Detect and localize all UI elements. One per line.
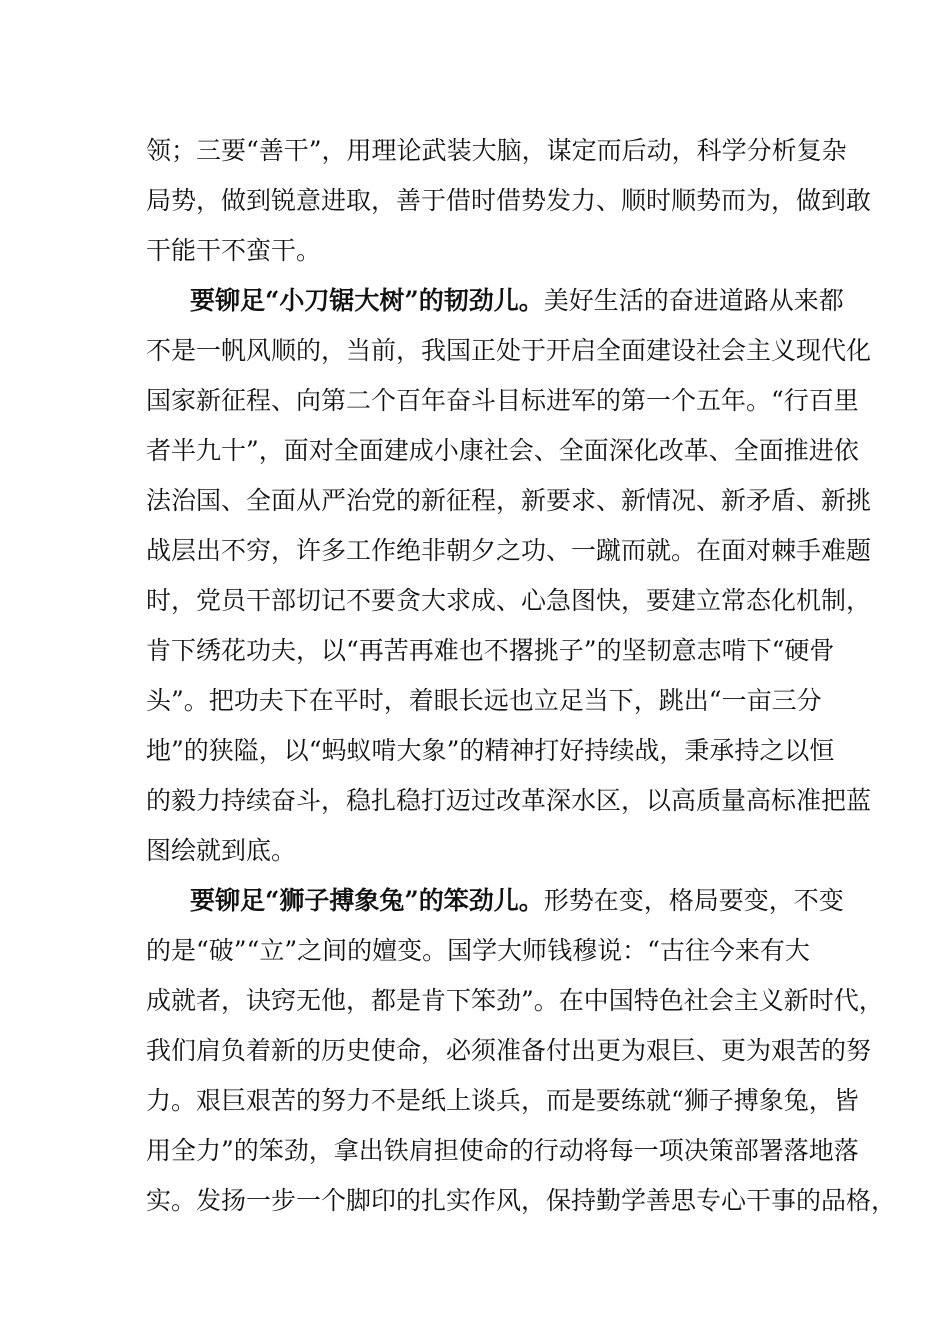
body-text-line: 国家新征程、向第二个百年奋斗目标进军的第一个五年。“行百里 xyxy=(146,386,859,415)
body-text-line: 成就者，诀窍无他，都是肯下笨劲”。在中国特色社会主义新时代， xyxy=(146,986,884,1015)
body-text-line: 不是一帆风顺的，当前，我国正处于开启全面建设社会主义现代化 xyxy=(146,336,872,365)
body-text-line: 我们肩负着新的历史使命，必须准备付出更为艰巨、更为艰苦的努 xyxy=(146,1036,872,1065)
body-text-line: 力。艰巨艰苦的努力不是纸上谈兵，而是要练就“狮子搏象兔，皆 xyxy=(146,1086,859,1115)
body-text-line: 美好生活的奋进道路从来都 xyxy=(543,286,844,315)
body-text-line: 地”的狭隘，以“蚂蚁啃大象”的精神打好持续战，秉承持之以恒 xyxy=(146,736,835,765)
paragraph-first-line xyxy=(190,281,844,321)
body-text-line: 干能干不蛮干。 xyxy=(146,236,322,265)
body-text-line: 用全力”的笨劲，拿出铁肩担使命的行动将每一项决策部署落地落 xyxy=(146,1136,859,1165)
body-text-line: 局势，做到锐意进取，善于借时借势发力、顺时顺势而为，做到敢 xyxy=(146,186,872,215)
body-text-line: 头”。把功夫下在平时，着眼长远也立足当下，跳出“一亩三分 xyxy=(146,686,822,715)
body-text-line: 形势在变，格局要变，不变 xyxy=(543,886,844,915)
body-text-line: 图绘就到底。 xyxy=(146,836,297,865)
body-text-line: 实。发扬一步一个脚印的扎实作风，保持勤学善思专心干事的品格， xyxy=(146,1186,897,1215)
body-text-line: 者半九十”，面对全面建成小康社会、全面深化改革、全面推进依 xyxy=(146,436,859,465)
body-text-line: 的是“破”“立”之间的嬗变。国学大师钱穆说：“古往今来有大 xyxy=(146,936,810,965)
body-text-line: 战层出不穷，许多工作绝非朝夕之功、一蹴而就。在面对棘手难题 xyxy=(146,536,872,565)
body-text-line: 时，党员干部切记不要贪大求成、心急图快，要建立常态化机制， xyxy=(146,586,872,615)
body-text-line: 肯下绣花功夫，以“再苦再难也不撂挑子”的坚韧意志啃下“硬骨 xyxy=(146,636,835,665)
paragraph-first-line xyxy=(190,881,844,921)
body-text-line: 领；三要“善干”，用理论武装大脑，谋定而后动，科学分析复杂 xyxy=(146,136,847,165)
body-text-line: 法治国、全面从严治党的新征程，新要求、新情况、新矛盾、新挑 xyxy=(146,486,872,515)
paragraph-heading: 要铆足“狮子搏象兔”的笨劲儿。 xyxy=(190,886,544,915)
body-text-line: 的毅力持续奋斗，稳扎稳打迈过改革深水区，以高质量高标准把蓝 xyxy=(146,786,872,815)
paragraph-heading: 要铆足“小刀锯大树”的韧劲儿。 xyxy=(190,286,544,315)
